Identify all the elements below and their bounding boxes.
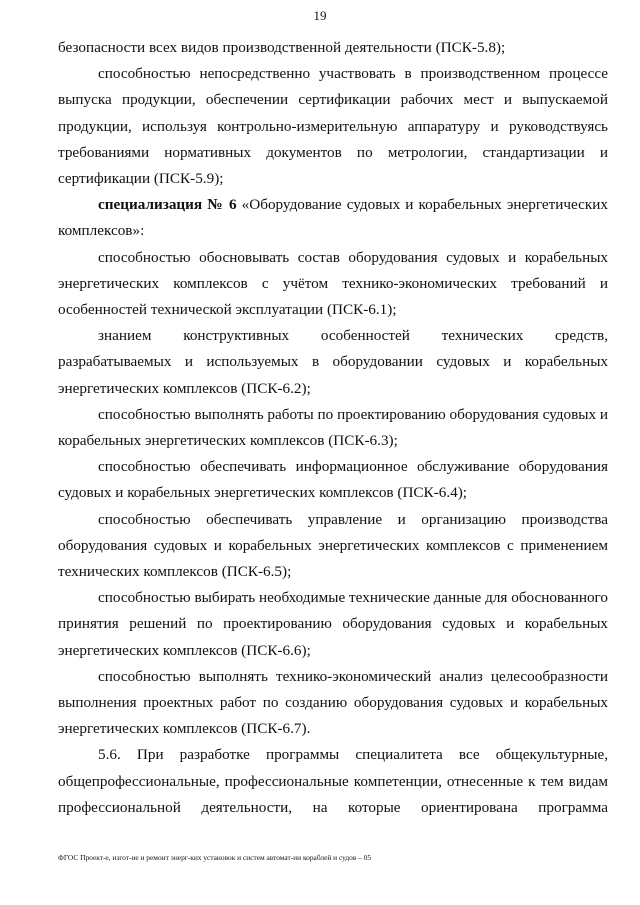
paragraph-psk-6-4: способностью обеспечивать информационное обслуживание оборудования судовых и корабельных энергетических комплексов (ПСК-6.4); <box>58 458 608 502</box>
specialization-title: «Оборудование судовых и корабельных энергетических комплексов»: <box>58 196 608 240</box>
paragraph-psk-6-5: способностью обеспечивать управление и организацию производства оборудования судовых и корабельных энергетических комплексов с применением технических комплексов (ПСК-6.5); <box>58 510 608 581</box>
paragraph-psk-6-6: способностью выбирать необходимые технические данные для обоснованного принятия решений по проектированию оборудования судовых и корабельных энергетических комплексов (ПСК-6.6); <box>58 589 608 659</box>
paragraph-psk-6-2: знанием конструктивных особенностей технических средств, разрабатываемых и используемых в оборудовании судовых и корабельных энергетических комплексов (ПСК-6.2); <box>58 327 608 397</box>
page-footer: ФГОС Проект-е, изгот-ие и ремонт энерг-ких установок и систем автомат-ии кораблей и судов – 05 <box>58 853 372 862</box>
paragraph-section-5-6: 5.6. При разработке программы специалитета все общекультурные, общепрофессиональные, профессиональные компетенции, отнесенные к тем видам профессиональной деятельности, на которые ориентирована программа <box>58 746 608 816</box>
paragraph-psk-6-7: способностью выполнять технико-экономический анализ целесообразности выполнения проектных работ по созданию оборудования судовых и корабельных энергетических комплексов (ПСК-6.7). <box>58 667 608 738</box>
specialization-heading <box>58 192 608 244</box>
paragraph-psk-5-8-end: безопасности всех видов производственной деятельности (ПСК-5.8); <box>58 39 506 56</box>
paragraph-psk-6-1: способностью обосновывать состав оборудования судовых и корабельных энергетических комплексов с учётом технико-экономических требований и особенностей технической эксплуатации (ПСК-6.1); <box>58 248 608 319</box>
specialization-label: специализация № 6 <box>98 196 237 214</box>
paragraph-psk-6-3: способностью выполнять работы по проектированию оборудования судовых и корабельных энергетических комплексов (ПСК-6.3); <box>58 405 608 450</box>
document-body <box>58 35 608 821</box>
paragraph-psk-5-9: способностью непосредственно участвовать в производственном процессе выпуска продукции, обеспечении сертификации рабочих мест и выпускаемой продукции, используя контрольно-измерительную аппаратуру и руководствуясь требованиями нормативных документов по метрологии, стандартизации и сертификации (ПСК-5.9); <box>58 65 608 188</box>
page-number: 19 <box>313 8 327 23</box>
